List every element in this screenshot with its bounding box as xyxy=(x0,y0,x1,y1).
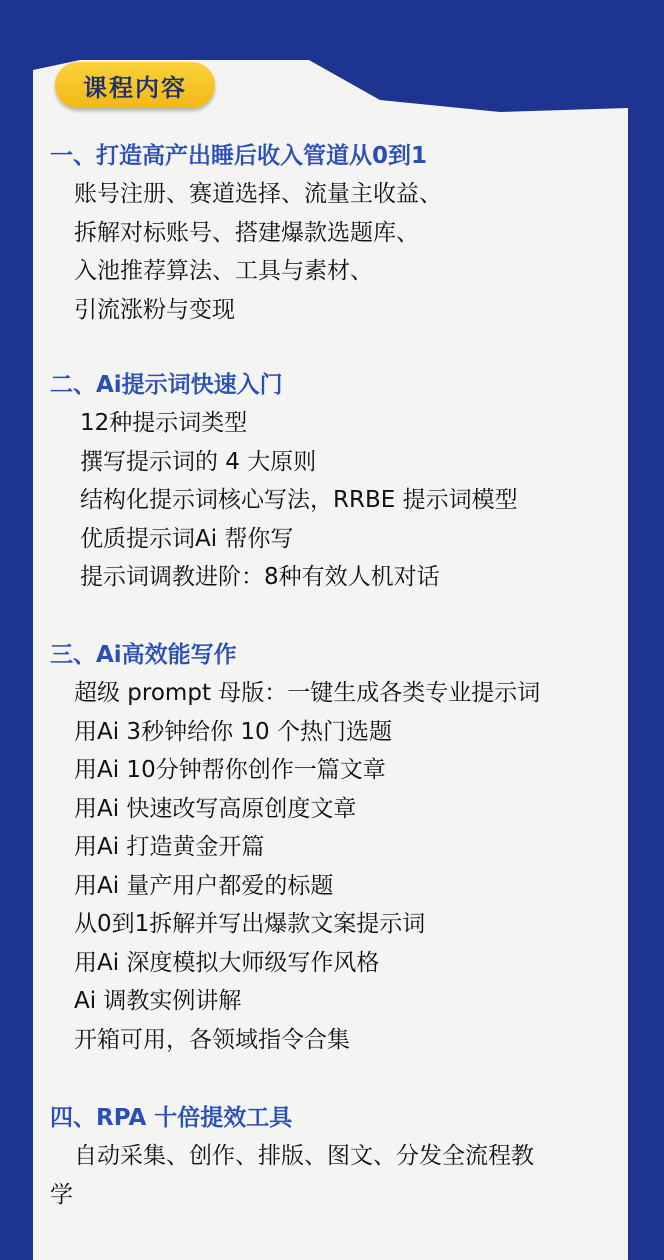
list-item: 提示词调教进阶：8种有效人机对话 xyxy=(80,564,440,590)
list-item: 优质提示词Ai 帮你写 xyxy=(80,525,294,552)
list-item: 引流涨粉与变现 xyxy=(74,296,235,323)
list-item: 开箱可用，各领域指令合集 xyxy=(74,1026,350,1053)
section-2 xyxy=(50,366,518,597)
list-item: 用Ai 快速改写高原创度文章 xyxy=(74,795,357,822)
list-item: 账号注册、赛道选择、流量主收益、 xyxy=(74,181,442,207)
section-4 xyxy=(50,1099,534,1214)
section-heading: 一、打造高产出睡后收入管道从0到1 xyxy=(50,143,428,169)
course-content-badge: 课程内容 xyxy=(55,62,215,108)
section-heading: 四、RPA 十倍提效工具 xyxy=(50,1105,293,1131)
list-item: 用Ai 量产用户都爱的标题 xyxy=(74,872,334,899)
list-item: 用Ai 3秒钟给你 10 个热门选题 xyxy=(74,718,392,745)
list-item: 12种提示词类型 xyxy=(80,410,248,436)
list-item: 结构化提示词核心写法，RRBE 提示词模型 xyxy=(80,487,518,513)
section-heading: 二、Ai提示词快速入门 xyxy=(50,372,283,398)
list-item: Ai 调教实例讲解 xyxy=(74,988,242,1014)
list-item: 用Ai 深度模拟大师级写作风格 xyxy=(74,949,380,976)
list-item: 撰写提示词的 4 大原则 xyxy=(80,448,317,475)
section-heading: 三、Ai高效能写作 xyxy=(50,642,237,668)
section-1 xyxy=(50,137,442,329)
list-item: 从0到1拆解并写出爆款文案提示词 xyxy=(74,911,426,937)
list-item: 自动采集、创作、排版、图文、分发全流程教 xyxy=(74,1143,534,1169)
list-item-continuation: 学 xyxy=(50,1181,73,1208)
list-item: 用Ai 10分钟帮你创作一篇文章 xyxy=(74,757,386,783)
section-3 xyxy=(50,636,540,1059)
list-item: 拆解对标账号、搭建爆款选题库、 xyxy=(74,219,419,246)
list-item: 超级 prompt 母版：一键生成各类专业提示词 xyxy=(74,680,541,706)
list-item: 入池推荐算法、工具与素材、 xyxy=(74,258,373,284)
list-item: 用Ai 打造黄金开篇 xyxy=(74,834,265,860)
